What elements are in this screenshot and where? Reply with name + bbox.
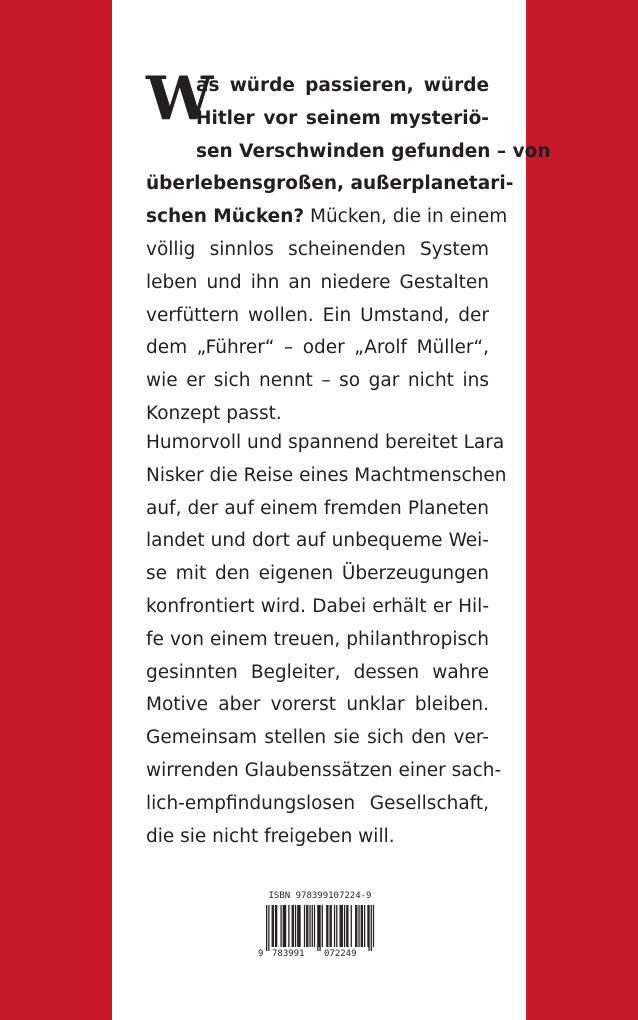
barcode-bar [356, 905, 357, 947]
blurb-line: wie er sich nennt – so gar nicht ins [146, 370, 489, 392]
barcode-bar [314, 905, 315, 947]
barcode-bar [307, 905, 308, 947]
blurb-paragraph-2 [146, 427, 507, 853]
barcode-bar [284, 905, 285, 947]
blurb-line: schen Mücken? Mücken, die in einem [146, 206, 508, 228]
blurb-line: sen Verschwinden gefunden – von [196, 140, 551, 162]
barcode-bar [326, 905, 327, 947]
blurb-line: Konzept passt. [146, 402, 282, 424]
blurb-line: die sie nicht freigeben will. [146, 825, 395, 847]
barcode-bar [285, 905, 286, 947]
isbn-barcode [258, 891, 382, 979]
barcode-bar [318, 905, 319, 947]
barcode-bar [322, 905, 323, 947]
barcode-bar [347, 905, 348, 947]
barcode-bar [297, 905, 298, 947]
barcode-bar [312, 905, 313, 947]
barcode-bar [364, 905, 365, 947]
barcode-bar [298, 905, 299, 947]
barcode-bar [341, 905, 342, 947]
barcode-bar [358, 905, 359, 947]
drop-cap-letter: W [146, 64, 214, 134]
barcode-bar [329, 905, 330, 947]
left-red-stripe [0, 0, 112, 1020]
barcode-bar [319, 905, 320, 951]
barcode-bar [331, 905, 332, 947]
blurb-line: Humorvoll und spannend bereitet Lara [146, 432, 505, 453]
blurb-line: verfüttern wollen. Ein Umstand, der [146, 304, 489, 326]
blurb-line: as würde passieren, würde [196, 75, 489, 96]
barcode-bar [288, 905, 289, 947]
barcode-bar [361, 905, 362, 947]
barcode-bar [275, 905, 276, 947]
barcode-bar [351, 905, 352, 947]
isbn-label: ISBN 978399107224-9 [268, 891, 372, 901]
barcode-bar [368, 905, 369, 951]
barcode-bar [342, 905, 343, 947]
barcode-bar [268, 905, 269, 951]
blurb-line: auf, der auf einem fremden Planeten [146, 497, 489, 519]
blurb-line: Gemeinsam stellen sie sich den ver- [146, 727, 489, 749]
barcode-digits-left: 783991 [272, 949, 305, 959]
blurb-line: konfrontiert wird. Dabei erhält er Hil- [146, 595, 489, 617]
blurb-line: fe von einem treuen, philanthropisch [146, 628, 489, 650]
barcode-bar [339, 905, 340, 947]
barcode-bar [280, 905, 281, 947]
blurb-line: Nisker die Reise eines Machtmenschen [146, 464, 507, 486]
barcode-bar [362, 905, 363, 947]
barcode-bar [306, 905, 307, 947]
barcode-bar [293, 905, 294, 947]
barcode-digit-first: 9 [258, 949, 264, 959]
blurb-line: se mit den eigenen Überzeugungen [146, 563, 489, 585]
barcode-bar [273, 905, 274, 947]
barcode-bar [272, 905, 273, 947]
blurb-line: Motive aber vorerst unklar bleiben. [146, 694, 489, 716]
barcode-bar [317, 905, 318, 951]
barcode-bar [295, 905, 296, 947]
blurb-line: wirrenden Glaubenssätzen einer sach- [146, 759, 502, 781]
barcode-bar [283, 905, 284, 947]
barcode-bar [309, 905, 310, 947]
barcode-bar [373, 905, 374, 947]
blurb-line: dem „Führer“ – oder „Arolf Müller“, [146, 337, 489, 359]
barcode-bar [327, 905, 328, 947]
barcode-bar [367, 905, 368, 947]
blurb-paragraph-1 [146, 64, 551, 431]
blurb-line: völlig sinnlos scheinenden System [146, 238, 489, 260]
barcode-bar [355, 905, 356, 947]
blurb-line: überlebensgroßen, außerplanetari- [146, 173, 514, 195]
blurb-line: landet und dort auf unbequeme Wei- [146, 530, 489, 552]
blurb-line: leben und ihn an niedere Gestalten [146, 271, 489, 293]
barcode-bar [334, 905, 335, 947]
barcode-bar [304, 905, 305, 947]
barcode-bar [266, 905, 267, 951]
barcode-bar [344, 905, 345, 947]
barcode-bar [371, 905, 372, 951]
barcode-bar [336, 905, 337, 947]
barcode-bar [299, 905, 300, 947]
barcode-digits-right: 072249 [324, 949, 357, 959]
blurb-line: Hitler vor seinem mysteriö- [196, 107, 489, 129]
blurb-line: gesinnten Begleiter, dessen wahre [146, 661, 489, 683]
barcode-bar [346, 905, 347, 947]
barcode-bars [266, 905, 374, 951]
barcode-bar [292, 905, 293, 947]
blurb-line: lich-empfindungslosen Gesellschaft, [146, 792, 489, 814]
barcode-bar [276, 905, 277, 947]
